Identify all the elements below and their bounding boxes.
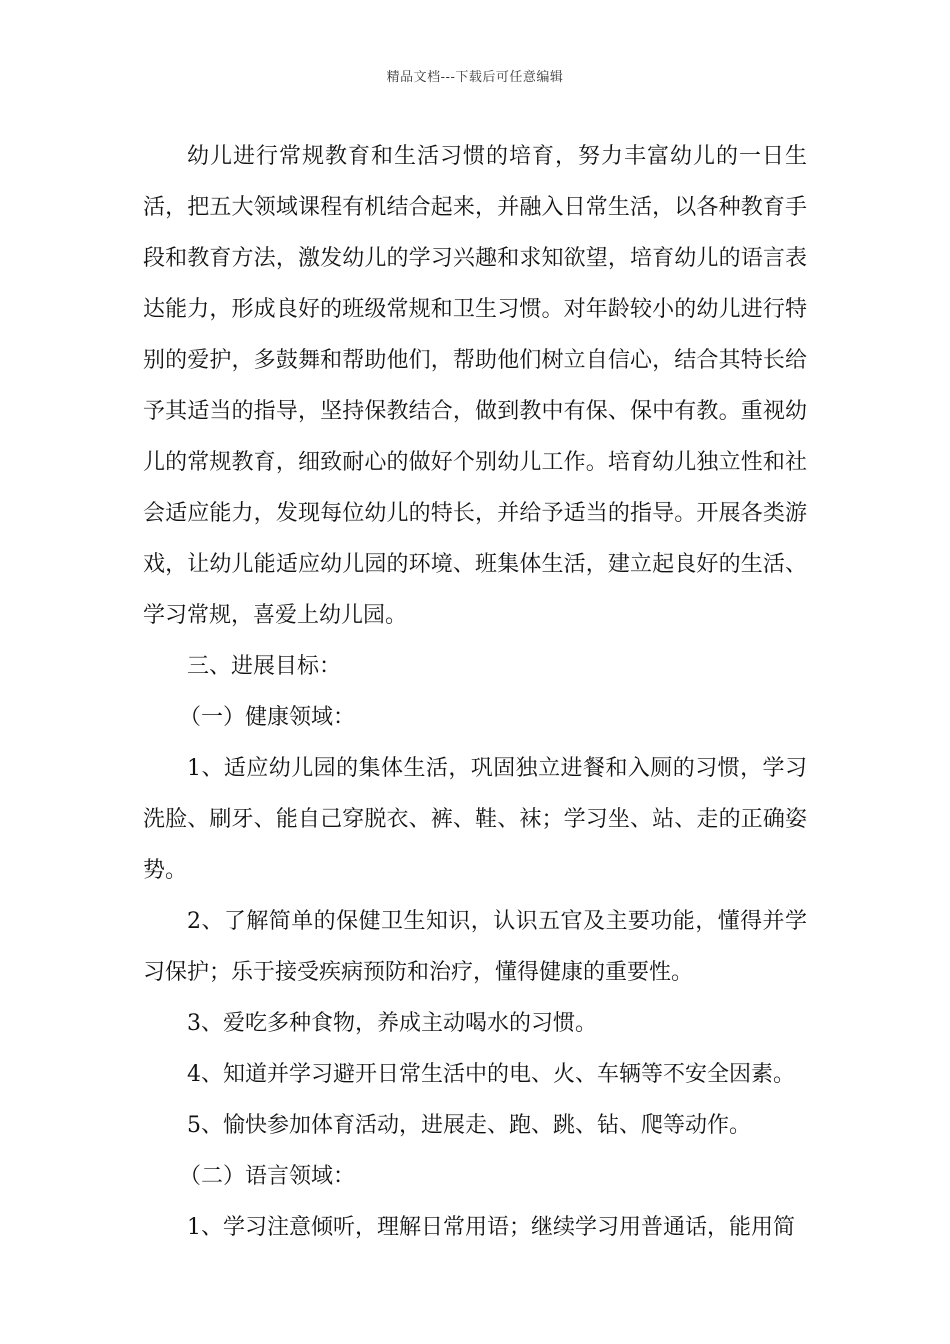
language-item-1: 1、学习注意倾听，理解日常用语；继续学习用普通话，能用简: [187, 1215, 795, 1240]
health-item-4: 4、知道并学习避开日常生活中的电、火、车辆等不安全因素。: [187, 1062, 795, 1087]
health-item-2: 2、了解简单的保健卫生知识，认识五官及主要功能，懂得并学习保护；乐于接受疾病预防和治疗，懂得健康的重要性。: [143, 909, 807, 985]
document-body: [143, 131, 807, 1253]
subsection-heading-language: （二）语言领域：: [179, 1164, 356, 1189]
paragraph-intro: 幼儿进行常规教育和生活习惯的培育，努力丰富幼儿的一日生活，把五大领域课程有机结合起来，并融入日常生活，以各种教育手段和教育方法，激发幼儿的学习兴趣和求知欲望，培育幼儿的语言表达能力，形成良好的班级常规和卫生习惯。对年龄较小的幼儿进行特别的爱护，多鼓舞和帮助他们，帮助他们树立自信心，结合其特长给予其适当的指导，坚持保教结合，做到教中有保、保中有教。重视幼儿的常规教育，细致耐心的做好个别幼儿工作。培育幼儿独立性和社会适应能力，发现每位幼儿的特长，并给予适当的指导。开展各类游戏，让幼儿能适应幼儿园的环境、班集体生活，建立起良好的生活、学习常规，喜爱上幼儿园。: [143, 144, 807, 628]
health-item-5: 5、愉快参加体育活动，进展走、跑、跳、钻、爬等动作。: [187, 1113, 751, 1138]
page-header: 精品文档---下载后可任意编辑: [386, 70, 564, 85]
subsection-heading-health: （一）健康领域：: [179, 705, 356, 730]
health-item-3: 3、爱吃多种食物，养成主动喝水的习惯。: [187, 1011, 597, 1036]
health-item-1: 1、适应幼儿园的集体生活，巩固独立进餐和入厕的习惯，学习洗脸、刷牙、能自己穿脱衣、裤、鞋、袜；学习坐、站、走的正确姿势。: [143, 756, 807, 883]
section-heading-goals: 三、进展目标：: [187, 654, 342, 679]
